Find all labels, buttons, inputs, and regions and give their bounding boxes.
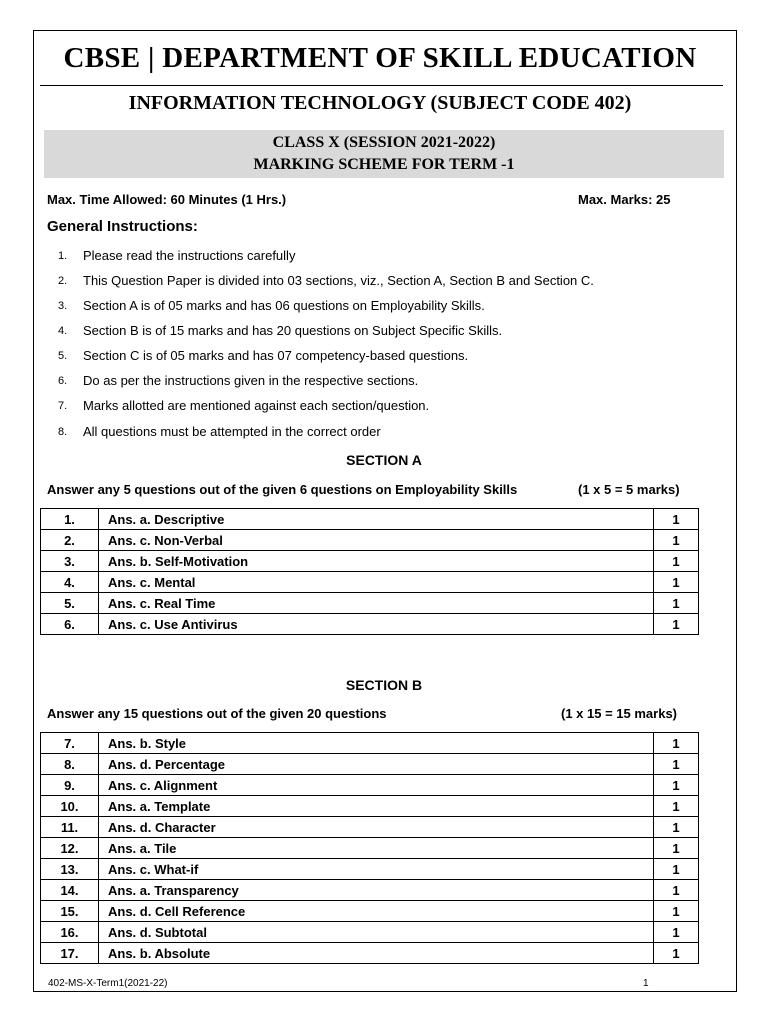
question-number: 17.: [41, 943, 99, 964]
footer-doc-code: 402-MS-X-Term1(2021-22): [48, 978, 168, 989]
table-row: [41, 509, 699, 530]
question-number: 7.: [41, 733, 99, 754]
answer-text: Ans. c. Real Time: [99, 593, 654, 614]
table-row: [41, 838, 699, 859]
section-a-title: SECTION A: [346, 452, 422, 468]
table-row: [41, 530, 699, 551]
instruction-text: This Question Paper is divided into 03 sections, viz., Section A, Section B and Section C.: [83, 273, 594, 288]
instruction-number: 6.: [58, 375, 68, 387]
marks-cell: 1: [654, 775, 699, 796]
question-number: 15.: [41, 901, 99, 922]
answer-text: Ans. a. Template: [99, 796, 654, 817]
answer-text: Ans. d. Character: [99, 817, 654, 838]
table-row: [41, 551, 699, 572]
question-number: 10.: [41, 796, 99, 817]
question-number: 12.: [41, 838, 99, 859]
answer-text: Ans. c. Use Antivirus: [99, 614, 654, 635]
table-row: [41, 733, 699, 754]
marks-cell: 1: [654, 733, 699, 754]
instruction-number: 4.: [58, 325, 68, 337]
footer-page-number: 1: [643, 978, 649, 989]
marks-cell: 1: [654, 901, 699, 922]
answer-text: Ans. d. Percentage: [99, 754, 654, 775]
section-b-note: Answer any 15 questions out of the given 20 questions: [47, 706, 387, 721]
max-time: Max. Time Allowed: 60 Minutes (1 Hrs.): [47, 192, 287, 207]
table-row: [41, 817, 699, 838]
marks-cell: 1: [654, 859, 699, 880]
marks-cell: 1: [654, 614, 699, 635]
answer-text: Ans. b. Style: [99, 733, 654, 754]
marks-cell: 1: [654, 943, 699, 964]
instruction-number: 8.: [58, 426, 68, 438]
section-b-answer-table: [40, 732, 699, 964]
table-row: [41, 943, 699, 964]
session-banner: [44, 130, 724, 178]
instruction-text: Marks allotted are mentioned against each section/question.: [83, 398, 430, 413]
marks-cell: 1: [654, 551, 699, 572]
marks-cell: 1: [654, 530, 699, 551]
question-number: 9.: [41, 775, 99, 796]
question-number: 11.: [41, 817, 99, 838]
instruction-number: 7.: [58, 400, 68, 412]
answer-text: Ans. d. Cell Reference: [99, 901, 654, 922]
marks-cell: 1: [654, 572, 699, 593]
question-number: 5.: [41, 593, 99, 614]
question-number: 13.: [41, 859, 99, 880]
table-row: [41, 593, 699, 614]
question-number: 1.: [41, 509, 99, 530]
instruction-number: 2.: [58, 275, 68, 287]
table-row: [41, 796, 699, 817]
table-row: [41, 901, 699, 922]
answer-text: Ans. a. Transparency: [99, 880, 654, 901]
answer-text: Ans. d. Subtotal: [99, 922, 654, 943]
answer-text: Ans. c. Non-Verbal: [99, 530, 654, 551]
question-number: 2.: [41, 530, 99, 551]
max-marks: Max. Marks: 25: [578, 192, 671, 207]
banner-class-session: CLASS X (SESSION 2021-2022): [272, 134, 496, 151]
instruction-text: All questions must be attempted in the correct order: [83, 424, 381, 439]
instruction-text: Please read the instructions carefully: [83, 248, 296, 263]
table-row: [41, 572, 699, 593]
question-number: 3.: [41, 551, 99, 572]
marks-cell: 1: [654, 509, 699, 530]
section-a-note: Answer any 5 questions out of the given 6 questions on Employability Skills: [47, 482, 518, 497]
instruction-text: Section B is of 15 marks and has 20 questions on Subject Specific Skills.: [83, 323, 503, 338]
question-number: 14.: [41, 880, 99, 901]
answer-text: Ans. c. Mental: [99, 572, 654, 593]
question-number: 4.: [41, 572, 99, 593]
marks-cell: 1: [654, 922, 699, 943]
table-row: [41, 754, 699, 775]
section-a-answer-table: [40, 508, 699, 635]
marks-cell: 1: [654, 796, 699, 817]
title-rule: [40, 85, 723, 86]
instruction-number: 1.: [58, 250, 68, 262]
instruction-text: Section A is of 05 marks and has 06 questions on Employability Skills.: [83, 298, 485, 313]
marks-cell: 1: [654, 754, 699, 775]
instruction-text: Do as per the instructions given in the respective sections.: [83, 373, 419, 388]
answer-text: Ans. a. Descriptive: [99, 509, 654, 530]
section-b-marks: (1 x 15 = 15 marks): [561, 706, 677, 721]
section-a-marks: (1 x 5 = 5 marks): [578, 482, 680, 497]
table-row: [41, 922, 699, 943]
instruction-text: Section C is of 05 marks and has 07 competency-based questions.: [83, 348, 469, 363]
section-b-title: SECTION B: [345, 677, 423, 693]
document-subtitle: INFORMATION TECHNOLOGY (SUBJECT CODE 402): [128, 92, 632, 114]
answer-text: Ans. c. Alignment: [99, 775, 654, 796]
table-row: [41, 859, 699, 880]
marks-cell: 1: [654, 838, 699, 859]
answer-text: Ans. b. Self-Motivation: [99, 551, 654, 572]
marks-cell: 1: [654, 880, 699, 901]
marks-cell: 1: [654, 593, 699, 614]
general-instructions-heading: General Instructions:: [47, 218, 198, 235]
answer-text: Ans. c. What-if: [99, 859, 654, 880]
marks-cell: 1: [654, 817, 699, 838]
question-number: 8.: [41, 754, 99, 775]
document-title: CBSE | DEPARTMENT OF SKILL EDUCATION: [63, 42, 697, 74]
table-row: [41, 775, 699, 796]
answer-text: Ans. a. Tile: [99, 838, 654, 859]
banner-marking-scheme: MARKING SCHEME FOR TERM -1: [253, 156, 515, 173]
question-number: 16.: [41, 922, 99, 943]
instruction-number: 5.: [58, 350, 68, 362]
table-row: [41, 880, 699, 901]
instruction-number: 3.: [58, 300, 68, 312]
table-row: [41, 614, 699, 635]
answer-text: Ans. b. Absolute: [99, 943, 654, 964]
question-number: 6.: [41, 614, 99, 635]
